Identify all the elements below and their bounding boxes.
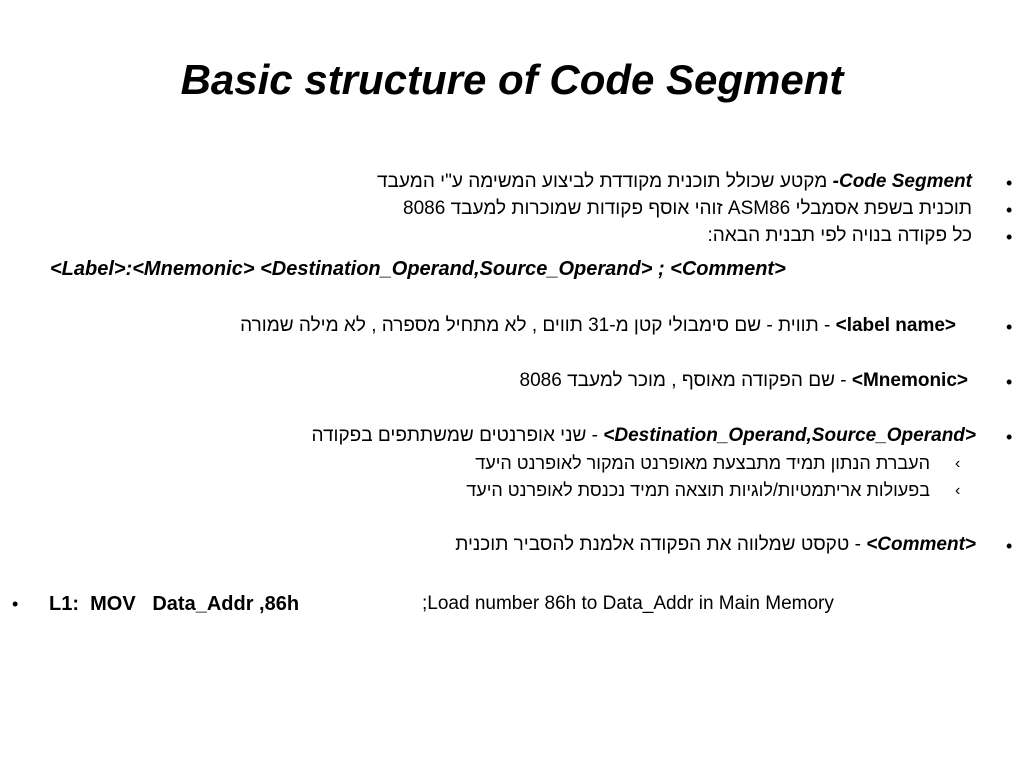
asm-text-b: זוהי אוסף פקודות שמוכרות למעבד [450,198,723,219]
operands-description: - שני אופרנטים שמשתתפים בפקודה [311,425,598,446]
code-example [0,589,1024,619]
bullet-marker: • [1006,200,1013,220]
bullet-marker: • [1006,372,1013,392]
term-mnemonic: <Mnemonic> [851,370,968,391]
label-description: - תווית - שם סימבולי קטן מ-31 תווים , לא מתחיל מספרה , לא מילה שמורה [240,315,831,336]
sub-bullet-marker: ‹ [955,455,961,472]
list-item-operands [312,423,976,449]
instruction-syntax: <Label>:<Mnemonic> <Destination_Operand,Source_Operand> ; <Comment> [50,258,786,280]
bullet-marker: • [1006,173,1013,193]
list-item-code-segment [377,169,972,195]
bullet-marker: • [1006,427,1013,447]
asm86-term: ASM86 [727,198,791,219]
list-item-mnemonic [520,368,968,394]
sub-bullet-marker: ‹ [955,482,961,499]
term-code-segment: Code Segment [838,171,972,192]
term-operands: <Destination_Operand,Source_Operand> [603,425,976,446]
bullet-marker: • [12,594,19,614]
list-item-comment [455,532,976,558]
comment-description: - טקסט שמלווה את הפקודה אלמנת להסביר תוכנית [455,534,861,555]
sub-item-transfer: העברת הנתון תמיד מתבצעת מאופרנט המקור לאופרנט היעד [475,453,930,473]
processor-number: 8086 [403,198,446,219]
term-label-name: <label name> [835,315,956,336]
example-code: L1: MOV Data_Addr ,86h [49,593,300,615]
slide-title: Basic structure of Code Segment [180,56,844,103]
example-comment: ;Load number 86h to Data_Addr in Main Memory [422,593,834,614]
dash: - [832,171,839,192]
bullet-marker: • [1006,536,1013,556]
definition-text: מקטע שכולל תוכנית מקודדת לביצוע המשימה ע"י המעבד [377,171,828,192]
list-item-label-name [240,313,956,339]
list-item-asm86 [403,196,972,222]
bullet-marker: • [1006,317,1013,337]
term-comment: <Comment> [866,534,976,555]
list-item-template-intro: כל פקודה בנויה לפי תבנית הבאה: [707,225,972,246]
asm-text-a: תוכנית בשפת אסמבלי [795,198,972,219]
sub-item-arithmetic: בפעולות אריתמטיות/לוגיות תוצאה תמיד נכנסת לאופרנט היעד [466,480,930,500]
bullet-marker: • [1006,227,1013,247]
mnemonic-description: - שם הפקודה מאוסף , מוכר למעבד 8086 [519,370,847,391]
